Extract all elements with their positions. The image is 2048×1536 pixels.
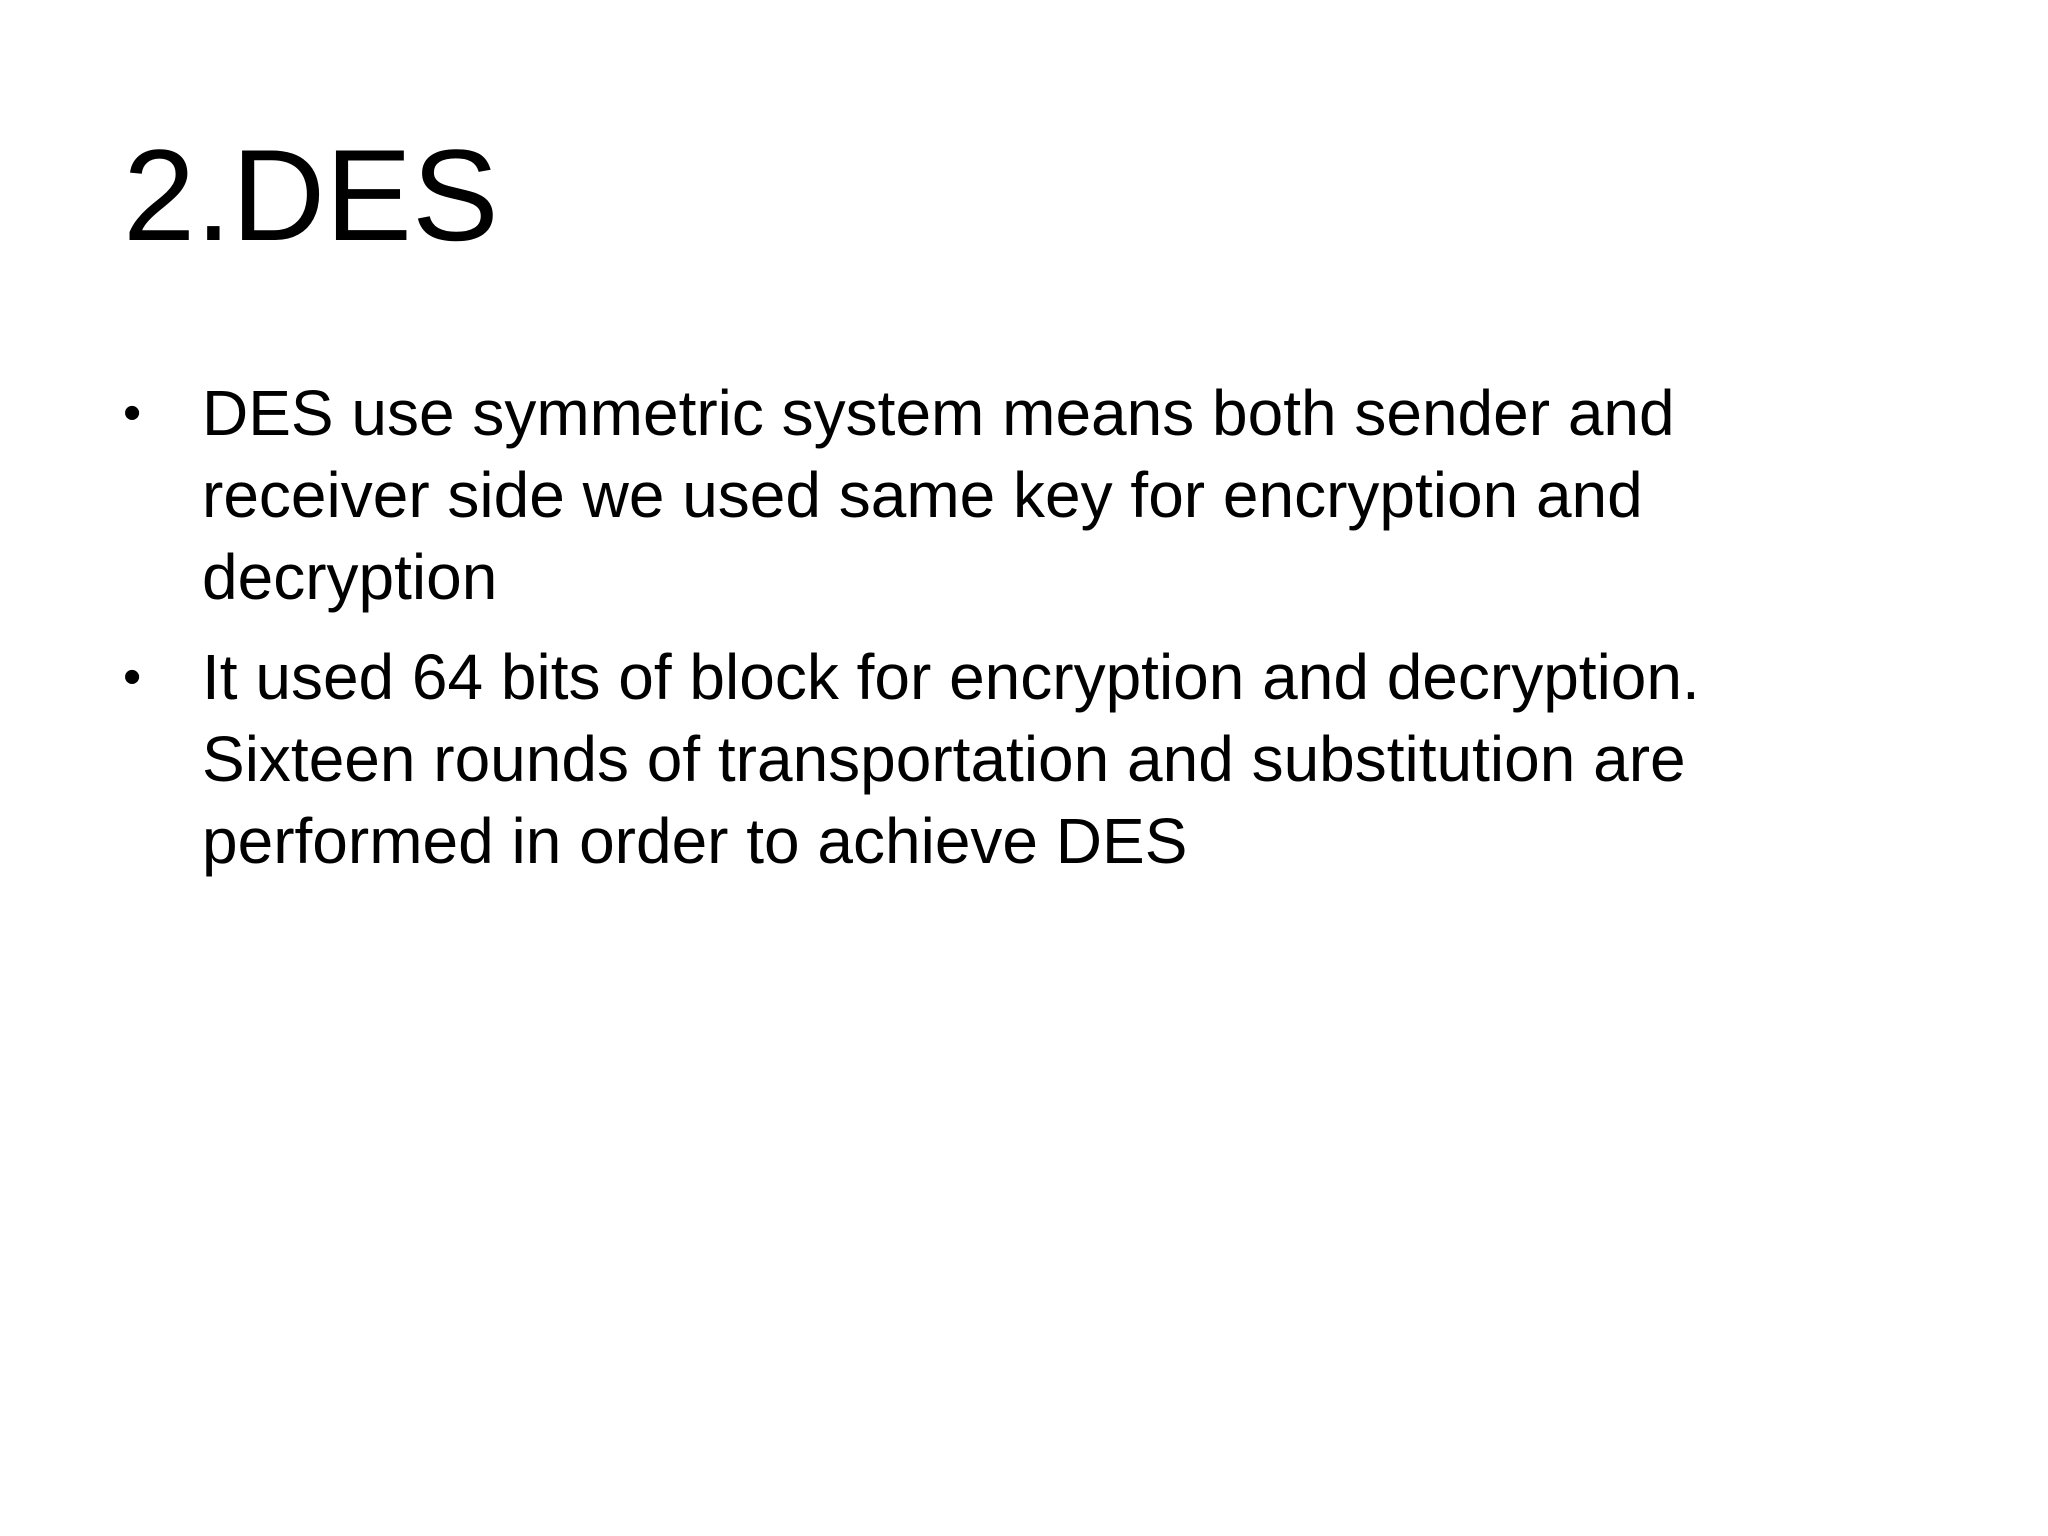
- bullet-dot-icon: •: [123, 384, 142, 442]
- bullet-text: DES use symmetric system means both sender and receiver side we used same key for encryption and decryption: [202, 377, 1675, 613]
- slide-title: 2.DES: [123, 122, 499, 268]
- bullet-dot-icon: •: [123, 648, 142, 706]
- bullet-item: [123, 636, 1923, 882]
- bullet-item: [123, 372, 1923, 618]
- bullet-list: [123, 372, 1923, 900]
- bullet-text: It used 64 bits of block for encryption and decryption. Sixteen rounds of transportation and substitution are performed in order to achieve DES: [202, 641, 1700, 877]
